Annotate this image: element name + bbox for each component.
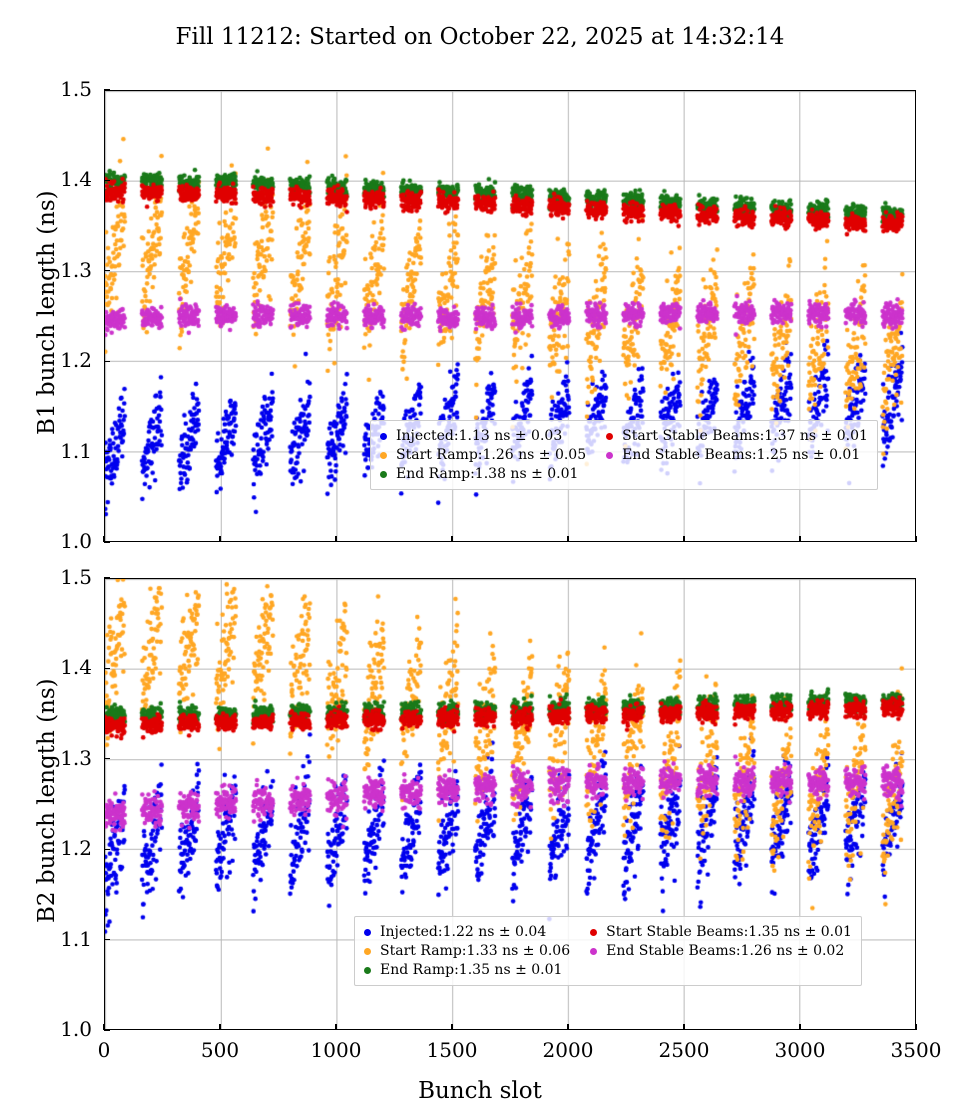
figure-title: Fill 11212: Started on October 22, 2025 at 14:32:14 (175, 24, 785, 50)
y-tick-label: 1.0 (60, 1017, 92, 1041)
legend-dot-end-stable-beams (606, 452, 613, 459)
chart-b2-legend (354, 916, 862, 986)
x-tick-label: 0 (97, 1038, 111, 1062)
legend-item-start-ramp (364, 943, 570, 959)
y-tick-label: 1.2 (60, 836, 92, 861)
legend-dot-end-ramp (380, 471, 387, 478)
legend-dot-start-stable-beams (606, 433, 613, 440)
x-tick (451, 1024, 452, 1030)
legend-item-end-stable-beams (590, 943, 852, 959)
legend-item-start-stable-beams (590, 924, 852, 940)
legend-dot-injected (364, 929, 371, 936)
x-tick (103, 1024, 104, 1030)
y-tick (104, 451, 110, 452)
y-tick (104, 939, 110, 940)
y-tick (104, 541, 110, 542)
legend-label-injected: Injected:1.13 ns ± 0.03 (396, 428, 563, 444)
legend-item-spacer (590, 962, 852, 978)
legend-item-end-stable-beams (606, 447, 868, 463)
legend-label-end-ramp: End Ramp:1.38 ns ± 0.01 (396, 466, 579, 483)
chart-b1-legend (370, 420, 878, 490)
x-tick-label: 500 (200, 1038, 240, 1062)
y-tick-label: 1.3 (60, 745, 92, 770)
legend-item-end-ramp (380, 466, 586, 482)
x-tick (567, 536, 568, 542)
legend-label-start-ramp: Start Ramp:1.26 ns ± 0.05 (396, 447, 587, 464)
x-tick (915, 536, 916, 542)
legend-dot-start-ramp (380, 452, 387, 459)
x-tick-label: 3000 (774, 1038, 826, 1062)
legend-item-injected (380, 428, 586, 444)
y-tick (104, 849, 110, 850)
x-tick (103, 536, 104, 542)
y-tick (104, 361, 110, 362)
y-tick (104, 180, 110, 181)
x-tick (335, 536, 336, 542)
legend-item-injected (364, 924, 570, 940)
legend-dot-start-ramp (364, 948, 371, 955)
legend-item-end-ramp (364, 962, 570, 978)
y-tick (104, 758, 110, 759)
x-tick (451, 536, 452, 542)
y-tick-label: 1.4 (60, 167, 92, 192)
x-tick (335, 1024, 336, 1030)
x-tick (799, 536, 800, 542)
legend-item-spacer (606, 466, 868, 482)
y-tick-label: 1.3 (60, 257, 92, 282)
x-tick (799, 1024, 800, 1030)
x-tick (915, 1024, 916, 1030)
legend-item-start-ramp (380, 447, 586, 463)
x-tick-label: 3500 (890, 1038, 942, 1062)
y-tick-label: 1.0 (60, 529, 92, 553)
x-tick (683, 1024, 684, 1030)
y-tick-label: 1.5 (60, 77, 92, 101)
legend-dot-injected (380, 433, 387, 440)
legend-label-end-ramp: End Ramp:1.35 ns ± 0.01 (380, 962, 563, 979)
x-tick-label: 1500 (426, 1038, 478, 1062)
y-tick-label: 1.4 (60, 655, 92, 680)
y-tick (104, 89, 110, 90)
legend-dot-end-stable-beams (590, 948, 597, 955)
legend-label-injected: Injected:1.22 ns ± 0.04 (380, 924, 547, 940)
y-tick (104, 668, 110, 669)
x-tick (219, 1024, 220, 1030)
legend-dot-start-stable-beams (590, 929, 597, 936)
legend-item-start-stable-beams (606, 428, 868, 444)
x-tick-label: 2000 (542, 1038, 594, 1062)
legend-label-end-stable-beams: End Stable Beams:1.25 ns ± 0.01 (622, 447, 861, 464)
x-tick-label: 2500 (658, 1038, 710, 1062)
y-tick-label: 1.1 (60, 926, 92, 951)
y-tick (104, 270, 110, 271)
x-tick (683, 536, 684, 542)
chart-b2-ylabel: B2 bunch length (ns) (34, 678, 60, 923)
y-tick-label: 1.2 (60, 348, 92, 373)
legend-dot-end-ramp (364, 967, 371, 974)
y-tick (104, 577, 110, 578)
x-tick (219, 536, 220, 542)
chart-b1-ylabel: B1 bunch length (ns) (34, 190, 60, 435)
legend-label-start-ramp: Start Ramp:1.33 ns ± 0.06 (380, 943, 571, 960)
x-tick-label: 1000 (310, 1038, 362, 1062)
y-tick (104, 1029, 110, 1030)
y-tick-label: 1.1 (60, 438, 92, 463)
x-tick (567, 1024, 568, 1030)
legend-label-start-stable-beams: Start Stable Beams:1.35 ns ± 0.01 (606, 924, 852, 940)
y-tick-label: 1.5 (60, 565, 92, 589)
chart-xlabel: Bunch slot (418, 1078, 542, 1104)
legend-label-start-stable-beams: Start Stable Beams:1.37 ns ± 0.01 (622, 428, 868, 444)
legend-label-end-stable-beams: End Stable Beams:1.26 ns ± 0.02 (606, 943, 845, 960)
